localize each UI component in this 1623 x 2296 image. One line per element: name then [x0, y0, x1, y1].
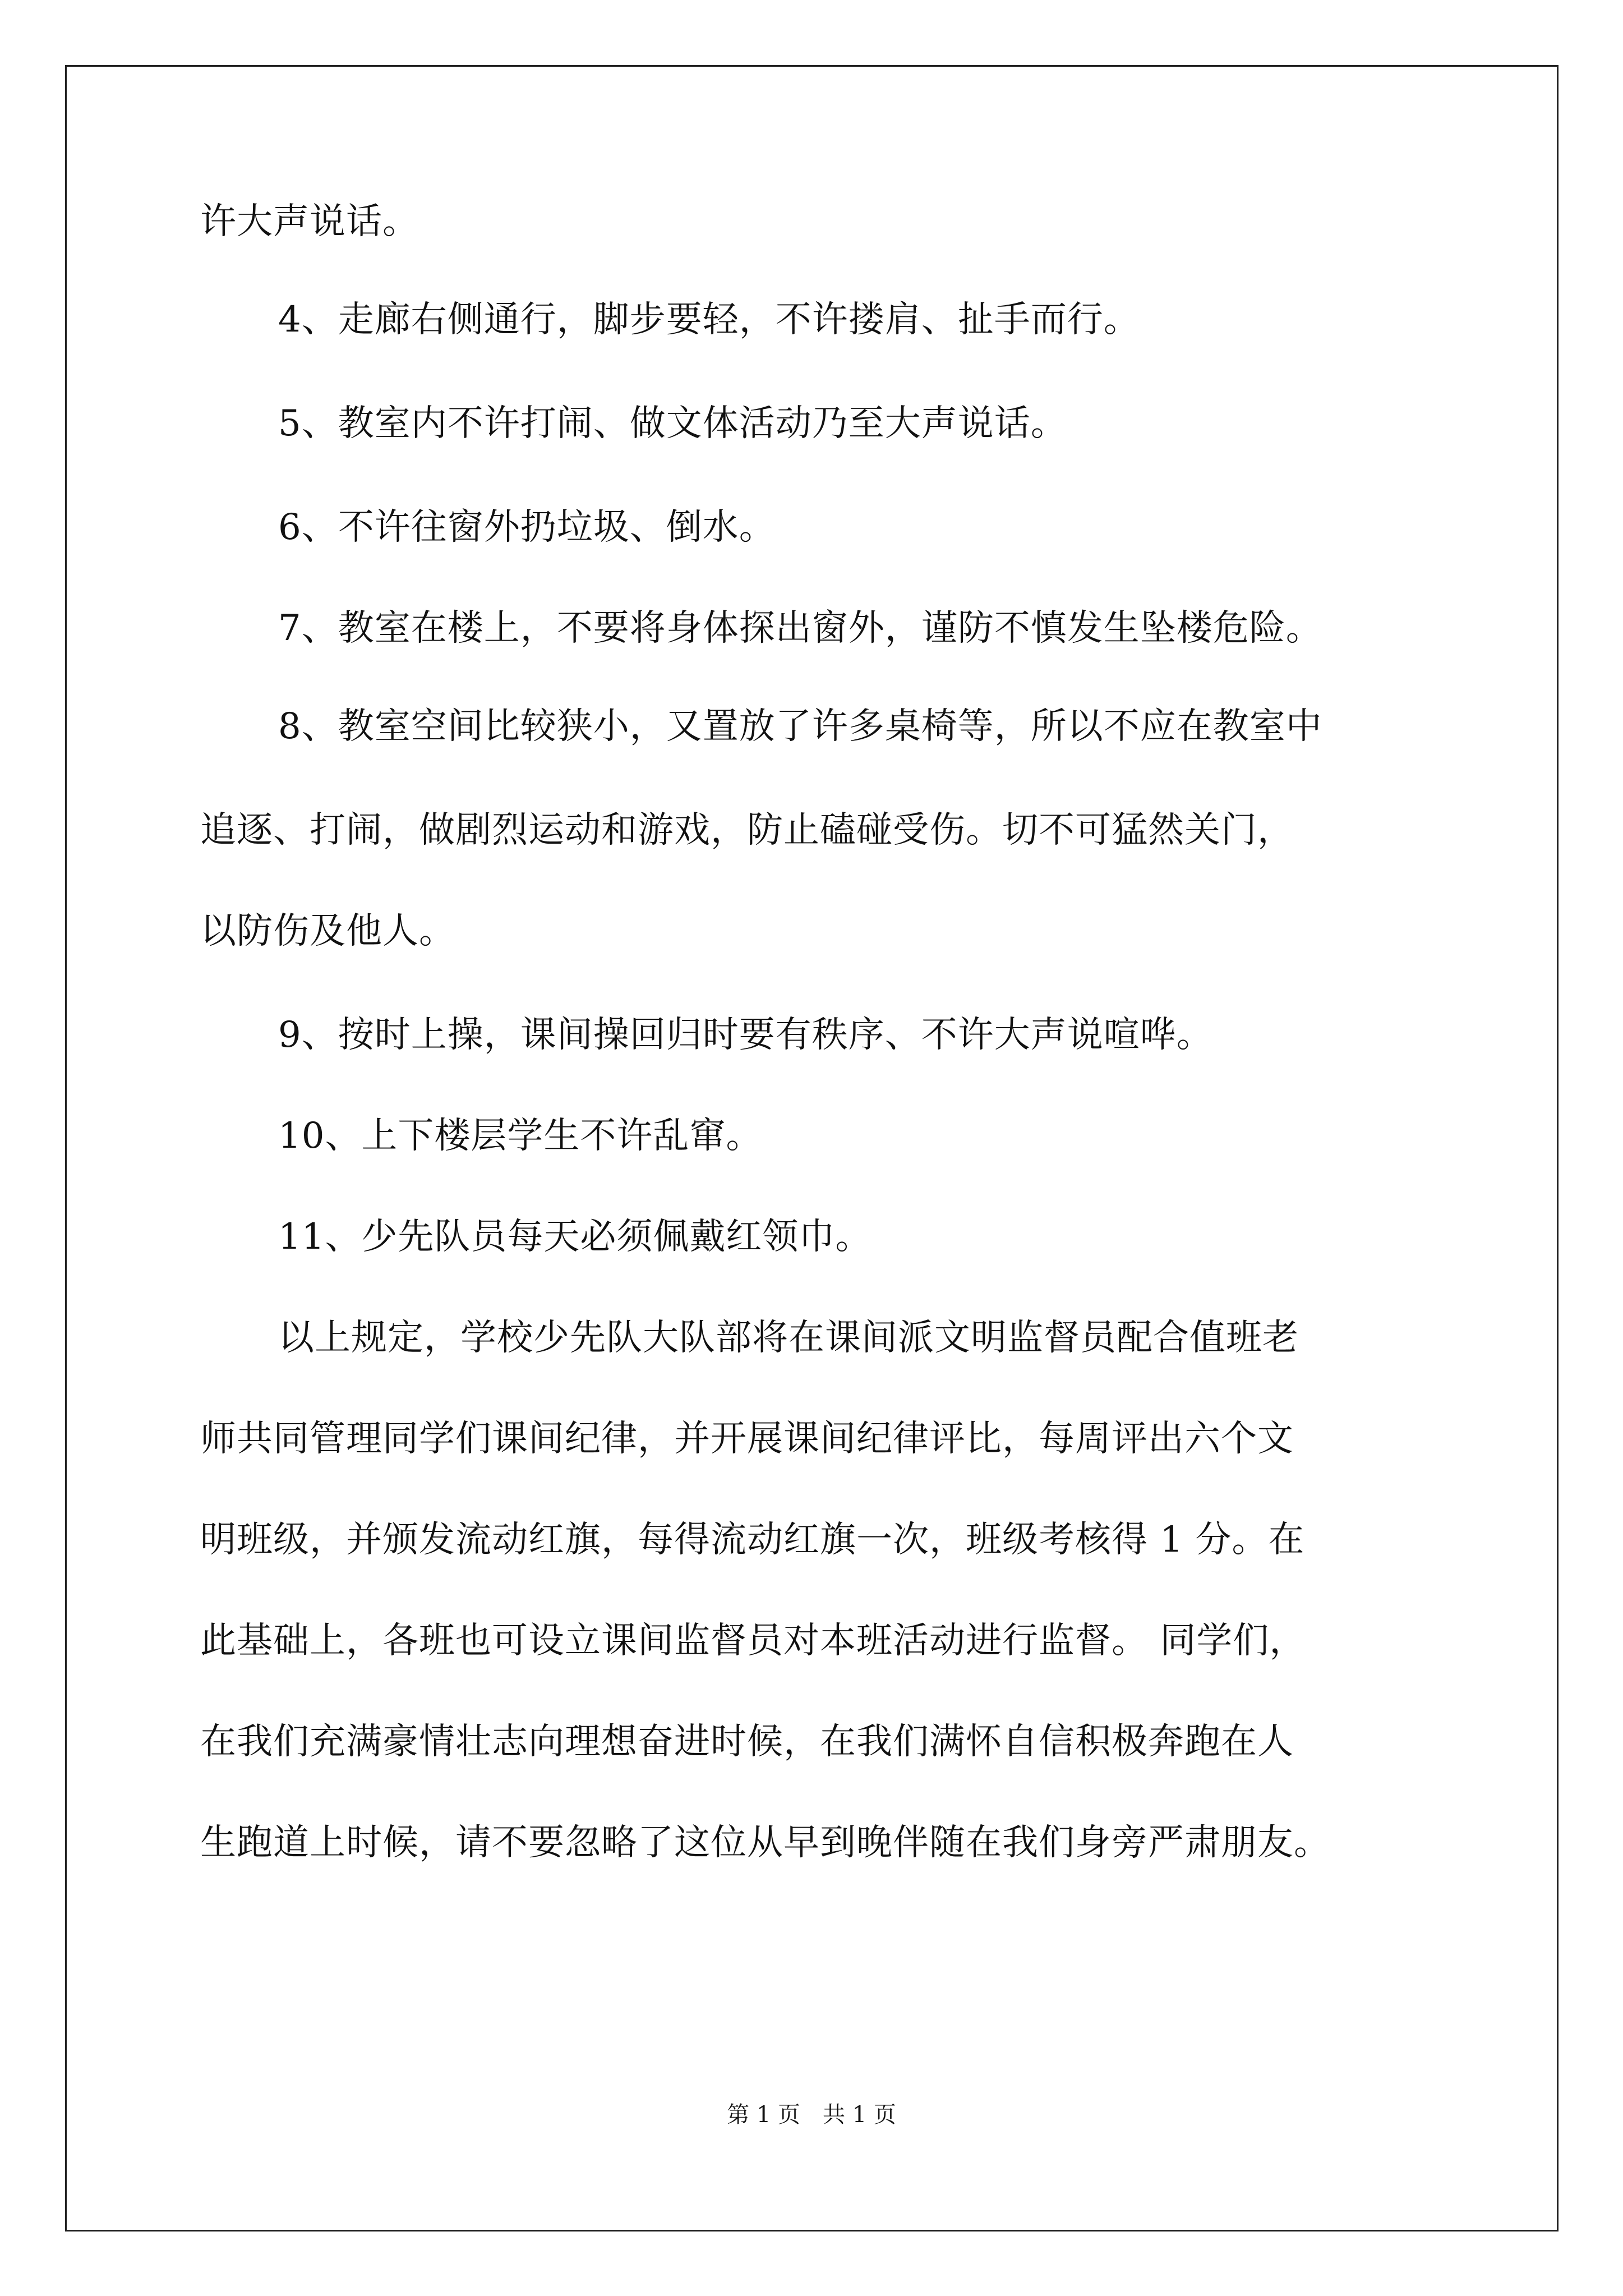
- text-line-8: 以防伤及他人。: [200, 910, 455, 952]
- text-line-12: 以上规定，学校少先队大队部将在课间派文明监督员配合值班老: [278, 1317, 1299, 1359]
- text-line-11: 11、少先队员每天必须佩戴红领巾。: [278, 1216, 872, 1258]
- text-line-17: 生跑道上时候，请不要忽略了这位从早到晚伴随在我们身旁严肃朋友。: [200, 1822, 1330, 1864]
- text-line-6: 8、教室空间比较狭小，又置放了许多桌椅等，所以不应在教室中: [278, 706, 1322, 747]
- text-line-13: 师共同管理同学们课间纪律，并开展课间纪律评比，每周评出六个文: [200, 1418, 1294, 1460]
- text-line-7: 追逐、打闹，做剧烈运动和游戏，防止磕碰受伤。切不可猛然关门，: [200, 809, 1294, 851]
- text-line-1: 许大声说话。: [200, 201, 419, 242]
- text-line-4: 6、不许往窗外扔垃圾、倒水。: [278, 507, 776, 548]
- text-line-3: 5、教室内不许打闹、做文体活动乃至大声说话。: [278, 403, 1067, 444]
- text-line-5: 7、教室在楼上，不要将身体探出窗外，谨防不慎发生坠楼危险。: [278, 608, 1322, 649]
- text-line-2: 4、走廊右侧通行，脚步要轻，不许搂肩、扯手而行。: [278, 299, 1140, 341]
- text-line-9: 9、按时上操，课间操回归时要有秩序、不许大声说喧哗。: [278, 1014, 1213, 1056]
- page-footer: 第 1 页 共 1 页: [727, 2102, 896, 2128]
- text-line-10: 10、上下楼层学生不许乱窜。: [278, 1115, 763, 1157]
- text-line-15: 此基础上，各班也可设立课间监督员对本班活动进行监督。 同学们，: [200, 1620, 1306, 1662]
- text-line-14: 明班级，并颁发流动红旗，每得流动红旗一次，班级考核得 1 分。在: [200, 1519, 1305, 1561]
- text-line-16: 在我们充满豪情壮志向理想奋进时候，在我们满怀自信积极奔跑在人: [200, 1721, 1294, 1763]
